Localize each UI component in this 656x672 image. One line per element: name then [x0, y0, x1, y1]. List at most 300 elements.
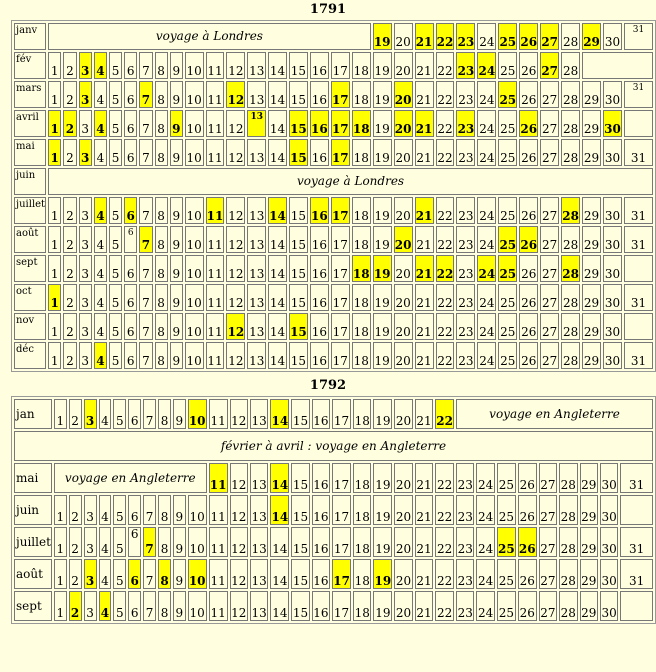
day-cell: 6: [124, 139, 137, 166]
day-cell: 14: [270, 591, 289, 621]
day-cell: 26: [518, 495, 537, 525]
day-cell: 8: [158, 559, 171, 589]
day-cell: 20: [394, 110, 413, 137]
day-cell: 23: [456, 559, 474, 589]
day-cell: 23: [456, 23, 475, 50]
day-cell: 17: [332, 399, 351, 429]
day-cell: 28: [561, 197, 580, 224]
day-cell: 19: [373, 23, 392, 50]
day-cell: 19: [373, 342, 392, 369]
day-cell: 8: [155, 226, 168, 253]
day-cell: 14: [268, 197, 287, 224]
day-cell: 26: [518, 591, 537, 621]
day-cell: 21: [415, 226, 434, 253]
day-cell: 9: [170, 81, 183, 108]
day-cell: 12: [226, 197, 245, 224]
day-cell: 30: [600, 495, 618, 525]
day-cell: 11: [206, 342, 225, 369]
month-label: nov: [14, 313, 46, 340]
day-cell: 14: [270, 495, 289, 525]
day-cell: 21: [415, 399, 433, 429]
day-cell: 20: [394, 495, 412, 525]
day-cell: 26: [519, 342, 538, 369]
day-cell: 3: [79, 197, 92, 224]
day-cell: 1: [48, 197, 61, 224]
day-cell: 18: [352, 139, 371, 166]
day-cell: 7: [139, 284, 152, 311]
day-cell: 2: [63, 139, 76, 166]
day-cell: 24: [476, 495, 494, 525]
day-cell: 29: [582, 81, 601, 108]
month-label: mai: [14, 139, 46, 166]
day-cell: 17: [332, 591, 351, 621]
year-title: 1792: [309, 378, 347, 393]
day-cell: 31: [620, 559, 653, 589]
day-cell: 20: [394, 313, 413, 340]
day-cell: 28: [559, 527, 577, 557]
day-cell: 27: [540, 23, 559, 50]
day-cell: 1: [48, 110, 61, 137]
day-cell: 14: [268, 284, 287, 311]
day-cell: 2: [63, 255, 76, 282]
day-cell: 22: [435, 527, 454, 557]
day-cell: 22: [436, 255, 455, 282]
day-cell: 21: [415, 495, 433, 525]
day-cell: 22: [436, 342, 455, 369]
day-cell: 18: [353, 559, 371, 589]
day-cell: 10: [185, 110, 204, 137]
month-row: [14, 313, 653, 340]
day-cell: 8: [155, 110, 168, 137]
day-cell: 18: [352, 342, 371, 369]
day-cell: 19: [373, 197, 392, 224]
day-cell: 26: [518, 559, 537, 589]
day-cell: 19: [373, 52, 392, 79]
day-cell: 20: [394, 342, 413, 369]
month-row: [14, 23, 653, 50]
day-cell: 27: [539, 559, 557, 589]
day-cell: 4: [94, 139, 107, 166]
day-cell: 29: [582, 23, 601, 50]
day-cell: 12: [230, 591, 248, 621]
month-label: juillet: [14, 527, 52, 557]
day-cell: 17: [332, 559, 351, 589]
day-cell: 1: [48, 139, 61, 166]
day-cell: 16: [312, 591, 330, 621]
day-cell: 29: [580, 463, 598, 493]
day-cell: 16: [310, 139, 329, 166]
day-cell: 11: [206, 52, 225, 79]
day-cell: 15: [291, 591, 309, 621]
day-cell: 20: [394, 591, 412, 621]
day-cell: 6: [124, 342, 137, 369]
day-cell: 5: [113, 591, 126, 621]
day-cell: 19: [373, 313, 392, 340]
day-cell: 21: [415, 313, 434, 340]
day-cell: 24: [477, 342, 496, 369]
day-cell: 2: [63, 313, 76, 340]
month-row: [14, 527, 653, 557]
day-cell: 29: [580, 591, 598, 621]
calendar-1792: [0, 376, 656, 624]
day-cell: 13: [247, 342, 266, 369]
month-row: [14, 81, 653, 108]
day-cell: 19: [373, 591, 392, 621]
day-cell: 25: [498, 52, 517, 79]
day-cell: 7: [143, 527, 156, 557]
day-cell: 5: [109, 81, 122, 108]
day-cell: 14: [270, 559, 289, 589]
day-cell: 22: [436, 197, 455, 224]
day-cell: 13: [247, 313, 266, 340]
day-cell: 23: [456, 52, 475, 79]
day-cell: 27: [540, 284, 559, 311]
day-cell: 25: [498, 197, 517, 224]
day-cell: 10: [185, 81, 204, 108]
day-cell: 11: [206, 313, 225, 340]
day-cell: 18: [352, 226, 371, 253]
day-cell: 25: [498, 226, 517, 253]
day-cell: 16: [310, 284, 329, 311]
day-cell: 17: [331, 110, 350, 137]
day-cell: 17: [331, 284, 350, 311]
day-cell: 9: [173, 399, 186, 429]
day-cell: 14: [270, 463, 289, 493]
day-cell: 11: [209, 495, 228, 525]
day-cell: 16: [310, 81, 329, 108]
day-cell: 4: [99, 495, 112, 525]
day-cell: 9: [170, 139, 183, 166]
month-row: [14, 342, 653, 369]
day-cell: 1: [54, 559, 67, 589]
day-cell: 25: [498, 342, 517, 369]
day-cell: 11: [206, 226, 225, 253]
empty-cell: [582, 52, 653, 79]
day-cell: 3: [79, 342, 92, 369]
day-cell: 22: [436, 110, 455, 137]
day-cell: 29: [582, 110, 601, 137]
day-cell: 3: [79, 52, 92, 79]
day-cell: 18: [352, 110, 371, 137]
day-cell: 28: [561, 255, 580, 282]
day-cell: 23: [456, 591, 474, 621]
day-cell: 15: [289, 226, 308, 253]
day-cell: 30: [603, 284, 622, 311]
day-cell: 14: [270, 399, 289, 429]
month-label: sept: [14, 255, 46, 282]
month-label: déc: [14, 342, 46, 369]
day-cell: 10: [185, 284, 204, 311]
day-cell: 5: [113, 399, 126, 429]
day-cell: 23: [456, 139, 475, 166]
day-cell: 9: [170, 284, 183, 311]
day-cell: 25: [497, 527, 516, 557]
day-cell: 13: [247, 284, 266, 311]
day-cell: 25: [498, 284, 517, 311]
day-cell: 27: [539, 527, 557, 557]
day-cell: 21: [415, 255, 434, 282]
day-cell: 29: [582, 313, 601, 340]
day-cell: 16: [310, 313, 329, 340]
day-cell: 7: [143, 495, 156, 525]
day-cell: 28: [561, 23, 580, 50]
day-cell: 9: [170, 313, 183, 340]
day-cell: 1: [54, 495, 67, 525]
day-cell: 29: [582, 197, 601, 224]
day-cell: 11: [206, 110, 225, 137]
day-cell: 2: [63, 197, 76, 224]
month-label: avril: [14, 110, 46, 137]
day-cell: 5: [109, 139, 122, 166]
day-cell: 14: [268, 342, 287, 369]
day-cell: 13: [247, 139, 266, 166]
day-cell: 16: [310, 255, 329, 282]
day-cell: 13: [250, 399, 268, 429]
day-cell: 15: [289, 342, 308, 369]
day-cell: 31: [624, 81, 653, 108]
day-cell: 10: [188, 399, 207, 429]
day-cell: 8: [158, 591, 171, 621]
day-cell: 20: [394, 399, 412, 429]
day-cell: 20: [394, 197, 413, 224]
day-cell: 2: [63, 284, 76, 311]
day-cell: 25: [498, 139, 517, 166]
day-cell: 6: [124, 284, 137, 311]
month-label: sept: [14, 591, 52, 621]
day-cell: 11: [206, 255, 225, 282]
day-cell: 23: [456, 495, 474, 525]
day-cell: 28: [561, 313, 580, 340]
day-cell: 12: [226, 139, 245, 166]
day-cell: 25: [497, 559, 516, 589]
day-cell: 4: [99, 527, 112, 557]
day-cell: 13: [250, 559, 268, 589]
empty-cell: [624, 313, 653, 340]
day-cell: 23: [456, 527, 474, 557]
day-cell: 18: [352, 52, 371, 79]
day-cell: 5: [109, 255, 122, 282]
day-cell: 15: [289, 52, 308, 79]
day-cell: 29: [582, 342, 601, 369]
day-cell: 29: [582, 255, 601, 282]
day-cell: 13: [250, 463, 268, 493]
day-cell: 1: [48, 255, 61, 282]
day-cell: 21: [415, 463, 433, 493]
day-cell: 17: [331, 197, 350, 224]
day-cell: 26: [518, 463, 537, 493]
day-cell: 24: [477, 226, 496, 253]
day-cell: 18: [353, 463, 371, 493]
month-label: jan: [14, 399, 52, 429]
day-cell: 18: [352, 197, 371, 224]
day-cell: 12: [226, 226, 245, 253]
day-cell: 24: [477, 52, 496, 79]
day-cell: 1: [48, 81, 61, 108]
day-cell: 24: [476, 463, 494, 493]
day-cell: 30: [603, 197, 622, 224]
empty-cell: [620, 495, 653, 525]
day-cell: 2: [69, 559, 82, 589]
day-cell: 30: [600, 463, 618, 493]
empty-cell: [624, 110, 653, 137]
month-row: [14, 431, 653, 461]
day-cell: 21: [415, 527, 433, 557]
day-cell: 2: [63, 52, 76, 79]
day-cell: 29: [582, 284, 601, 311]
day-cell: 5: [113, 559, 126, 589]
day-cell: 18: [352, 313, 371, 340]
day-cell: 28: [561, 139, 580, 166]
day-cell: 25: [498, 313, 517, 340]
day-cell: 7: [143, 559, 156, 589]
day-cell: 17: [331, 81, 350, 108]
day-cell: 26: [518, 527, 537, 557]
month-label: mars: [14, 81, 46, 108]
day-cell: 17: [331, 313, 350, 340]
day-cell: 22: [436, 139, 455, 166]
day-cell: 16: [312, 463, 330, 493]
month-row: [14, 591, 653, 621]
day-cell: 10: [185, 52, 204, 79]
day-cell: 7: [139, 255, 152, 282]
day-cell: 19: [373, 495, 392, 525]
day-cell: 5: [109, 284, 122, 311]
day-cell: 9: [173, 559, 186, 589]
day-cell: 14: [268, 139, 287, 166]
day-cell: 1: [54, 591, 67, 621]
day-cell: 5: [109, 52, 122, 79]
day-cell: 6: [124, 52, 137, 79]
day-cell: 28: [561, 226, 580, 253]
day-cell: 19: [373, 139, 392, 166]
month-label: oct: [14, 284, 46, 311]
day-cell: 11: [209, 399, 228, 429]
day-cell: 15: [289, 284, 308, 311]
day-cell: 22: [435, 495, 454, 525]
day-cell: 3: [84, 527, 97, 557]
day-cell: 5: [109, 342, 122, 369]
day-cell: 13: [250, 591, 268, 621]
day-cell: 14: [268, 313, 287, 340]
day-cell: 27: [540, 342, 559, 369]
day-cell: 26: [519, 23, 538, 50]
day-cell: 9: [170, 110, 183, 137]
day-cell: 9: [170, 52, 183, 79]
day-cell: 6: [124, 197, 137, 224]
day-cell: 20: [394, 463, 412, 493]
day-cell: 13: [247, 197, 266, 224]
day-cell: 15: [289, 81, 308, 108]
day-cell: 18: [352, 255, 371, 282]
day-cell: 3: [79, 255, 92, 282]
day-cell: 25: [497, 591, 516, 621]
day-cell: 28: [559, 591, 577, 621]
day-cell: 27: [540, 52, 559, 79]
day-cell: 8: [158, 399, 171, 429]
day-cell: 19: [373, 81, 392, 108]
day-cell: 21: [415, 139, 434, 166]
day-cell: 6: [124, 313, 137, 340]
day-cell: 22: [436, 284, 455, 311]
day-cell: 15: [291, 399, 309, 429]
day-cell: 20: [394, 81, 413, 108]
day-cell: 22: [435, 559, 454, 589]
day-cell: 11: [206, 197, 225, 224]
day-cell: 8: [155, 52, 168, 79]
day-cell: 31: [624, 139, 653, 166]
day-cell: 13: [250, 527, 268, 557]
day-cell: 24: [477, 110, 496, 137]
day-cell: 19: [373, 255, 392, 282]
day-cell: 31: [624, 197, 653, 224]
day-cell: 10: [185, 255, 204, 282]
day-cell: 21: [415, 284, 434, 311]
day-cell: 30: [600, 527, 618, 557]
day-cell: 11: [209, 559, 228, 589]
day-cell: 31: [624, 226, 653, 253]
day-cell: 11: [209, 527, 228, 557]
day-cell: 25: [497, 463, 516, 493]
day-cell: 24: [477, 81, 496, 108]
day-cell: 25: [498, 23, 517, 50]
day-cell: 26: [519, 197, 538, 224]
day-cell: 14: [268, 52, 287, 79]
day-cell: 2: [63, 110, 76, 137]
day-cell: 16: [312, 495, 330, 525]
day-cell: 6: [124, 81, 137, 108]
day-cell: 23: [456, 110, 475, 137]
day-cell: 2: [63, 342, 76, 369]
day-cell: 4: [99, 591, 112, 621]
day-cell: 27: [540, 313, 559, 340]
day-cell: 14: [268, 255, 287, 282]
day-cell: 12: [226, 110, 245, 137]
day-cell: 10: [188, 495, 207, 525]
day-cell: 5: [109, 197, 122, 224]
day-cell: 20: [394, 284, 413, 311]
day-cell: 20: [394, 527, 412, 557]
day-cell: 3: [79, 110, 92, 137]
day-cell: 8: [155, 197, 168, 224]
day-cell: 15: [291, 559, 309, 589]
day-cell: 12: [230, 463, 248, 493]
day-cell: 20: [394, 23, 413, 50]
day-cell: 28: [559, 495, 577, 525]
month-label: janv: [14, 23, 46, 50]
day-cell: 7: [139, 139, 152, 166]
day-cell: 18: [353, 399, 371, 429]
day-cell: 28: [559, 463, 577, 493]
day-cell: 9: [170, 226, 183, 253]
day-cell: 26: [519, 139, 538, 166]
day-cell: 5: [109, 313, 122, 340]
day-cell: 23: [456, 313, 475, 340]
day-cell: 22: [436, 52, 455, 79]
day-cell: 31: [624, 23, 653, 50]
day-cell: 26: [519, 284, 538, 311]
day-cell: 16: [310, 110, 329, 137]
empty-cell: [620, 591, 653, 621]
day-cell: 11: [206, 81, 225, 108]
day-cell: 1: [48, 284, 61, 311]
month-row: [14, 52, 653, 79]
day-cell: 23: [456, 284, 475, 311]
day-cell: 28: [559, 559, 577, 589]
year-title: 1791: [309, 2, 347, 17]
day-cell: 28: [561, 110, 580, 137]
day-cell: 6: [128, 399, 141, 429]
day-cell: 19: [373, 399, 392, 429]
